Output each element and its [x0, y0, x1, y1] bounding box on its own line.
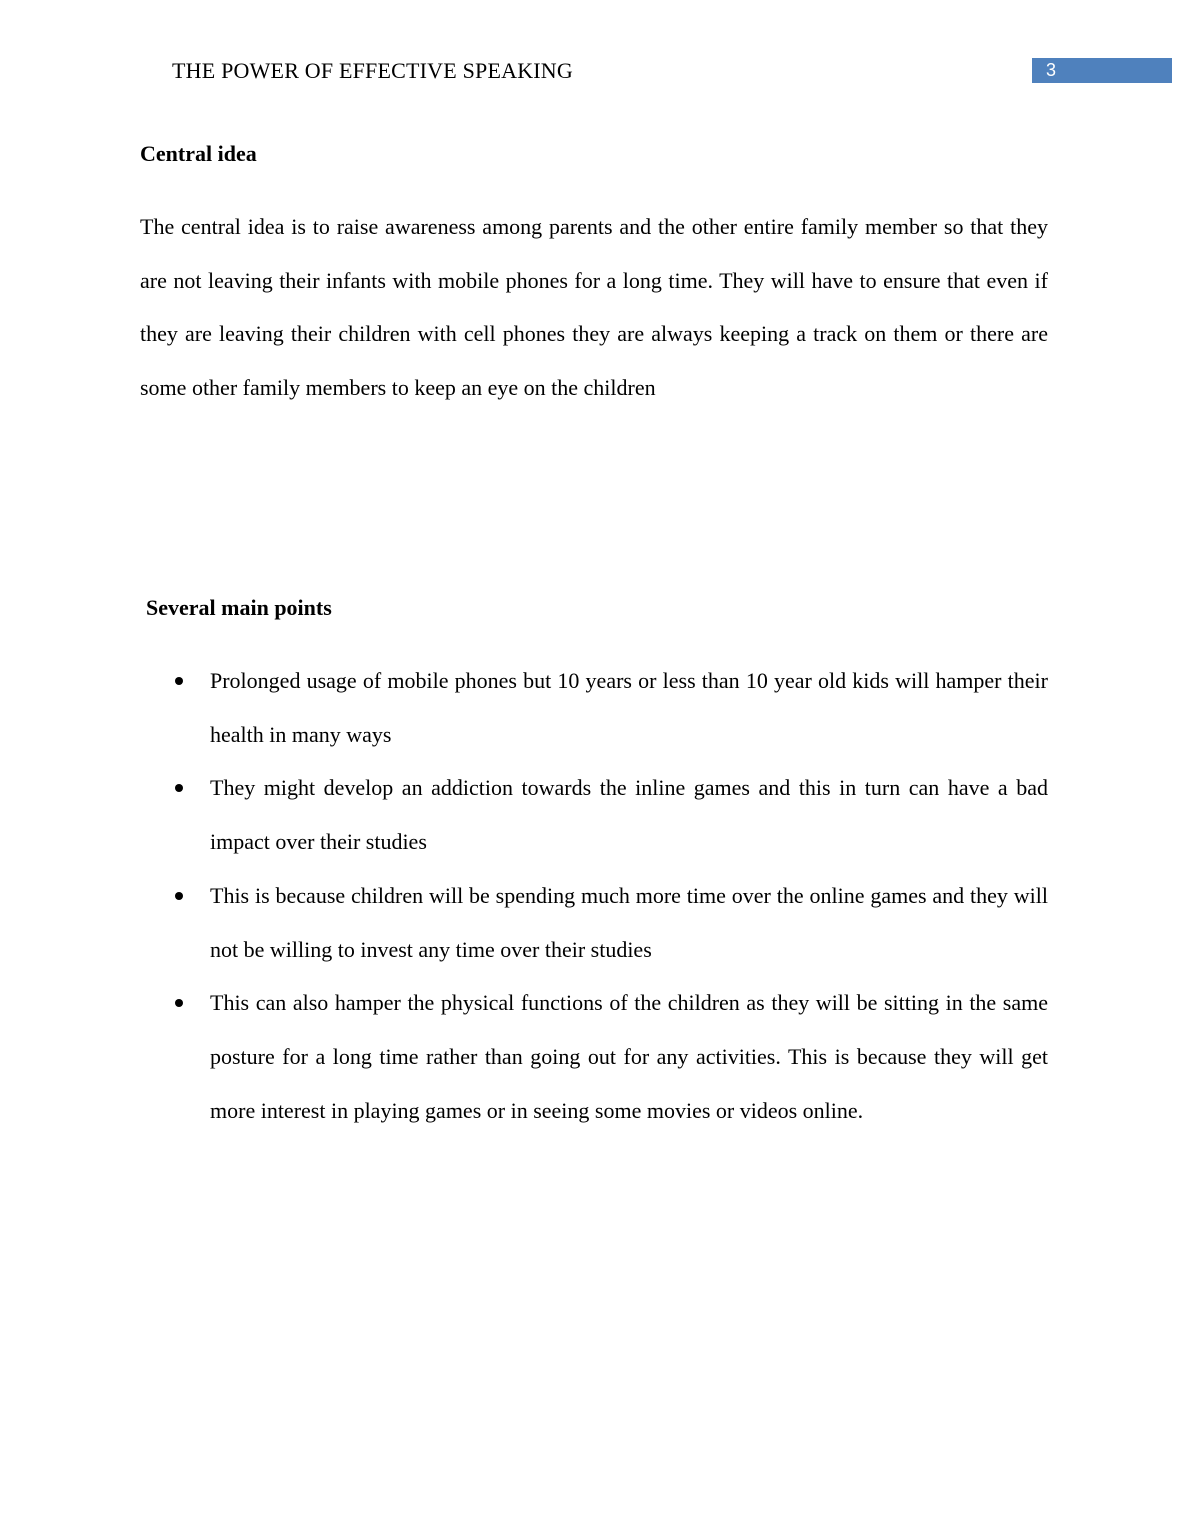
bullet-icon [175, 784, 183, 792]
bullet-icon [175, 677, 183, 685]
main-points-list [140, 654, 1048, 1137]
list-item [140, 869, 1048, 976]
list-item [140, 654, 1048, 761]
page-number: 3 [1046, 60, 1057, 80]
list-item [140, 761, 1048, 868]
list-item-text: This can also hamper the physical functions of the children as they will be sitting in the same posture for a long time rather than going out for any activities. This is because they will get more interest in playing games or in seeing some movies or videos online. [210, 990, 1048, 1123]
running-header-title: THE POWER OF EFFECTIVE SPEAKING [172, 58, 573, 83]
central-idea-paragraph: The central idea is to raise awareness among parents and the other entire family member so that they are not leaving their infants with mobile phones for a long time. They will have to ensure that even if they are leaving their children with cell phones they are always keeping a track on them or there are some other family members to keep an eye on the children [140, 214, 1048, 401]
bullet-icon [175, 999, 183, 1007]
list-item-text: This is because children will be spending much more time over the online games and they will not be willing to invest any time over their studies [210, 882, 1048, 962]
list-item [140, 976, 1048, 1137]
list-item-text: They might develop an addiction towards the inline games and this in turn can have a bad impact over their studies [210, 775, 1048, 855]
bullet-icon [175, 892, 183, 900]
page-number-badge [1032, 58, 1172, 83]
main-points-heading: Several main points [146, 595, 332, 620]
central-idea-heading: Central idea [140, 141, 257, 166]
list-item-text: Prolonged usage of mobile phones but 10 years or less than 10 year old kids will hamper their health in many ways [210, 668, 1048, 747]
